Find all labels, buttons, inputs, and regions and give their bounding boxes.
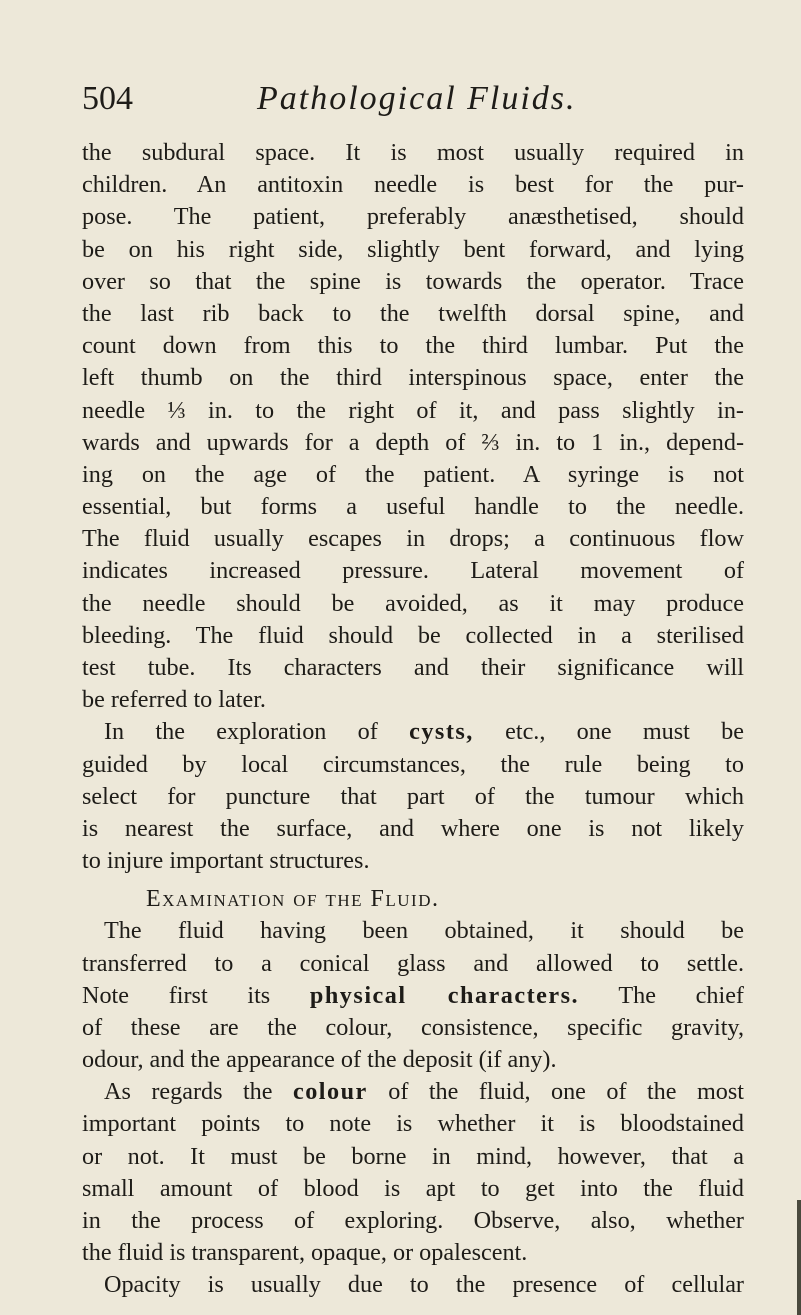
text-line: the needle should be avoided, as it may produce: [82, 589, 744, 617]
page-edge-shadow: [797, 1200, 801, 1315]
text-line: bleeding. The fluid should be collected in a sterilised: [82, 621, 744, 649]
text-line: indicates increased pressure. Lateral movement of: [82, 557, 744, 585]
paragraph-start: The fluid having been obtained, it should be: [104, 917, 744, 945]
paragraph-start: [82, 1076, 744, 1108]
text-line: the subdural space. It is most usually required in: [82, 139, 744, 166]
text-run: etc., one must be: [473, 718, 744, 746]
bold-term-physical-characters: physical characters.: [309, 981, 580, 1009]
text-line: of these are the colour, consistence, specific gravity,: [82, 1013, 744, 1041]
text-line: be referred to later.: [82, 686, 266, 714]
text-line: is nearest the surface, and where one is not likely: [82, 814, 744, 842]
text-line: small amount of blood is apt to get into the fluid: [82, 1174, 744, 1202]
page-header: [82, 80, 742, 126]
text-run: In the exploration of: [104, 718, 410, 746]
text-run: The chief: [579, 981, 744, 1009]
text-line: in the process of exploring. Observe, also, whether: [82, 1207, 744, 1234]
text-line: pose. The patient, preferably anæsthetised, should: [82, 203, 744, 231]
text-line: The fluid usually escapes in drops; a continuous flow: [82, 525, 744, 553]
text-line: guided by local circumstances, the rule being to: [82, 750, 744, 778]
paragraph-start: [82, 716, 744, 748]
text-line: the last rib back to the twelfth dorsal spine, and: [82, 299, 744, 327]
text-line: needle ⅓ in. to the right of it, and pass slightly in-: [82, 396, 744, 424]
text-run: Note first its: [82, 981, 310, 1009]
text-line: important points to note is whether it is bloodstained: [82, 1110, 744, 1138]
text-run: of the fluid, one of the most: [367, 1078, 744, 1106]
bold-term-cysts: cysts,: [409, 718, 474, 746]
text-line: test tube. Its characters and their significance will: [82, 654, 744, 681]
text-line: transferred to a conical glass and allowed to settle.: [82, 949, 744, 977]
text-line: the fluid is transparent, opaque, or opalescent.: [82, 1239, 528, 1267]
text-line: wards and upwards for a depth of ⅔ in. to 1 in., depend-: [82, 428, 744, 456]
section-heading: Examination of the Fluid.: [146, 886, 440, 913]
text-line: essential, but forms a useful handle to the needle.: [82, 493, 744, 521]
text-line: [82, 980, 744, 1012]
text-line: left thumb on the third interspinous space, enter the: [82, 364, 744, 392]
text-line: Opacity is usually due to the presence of cellular: [104, 1271, 744, 1299]
body-text: [82, 137, 744, 1302]
text-line: or not. It must be borne in mind, however, that a: [82, 1142, 744, 1170]
running-title: Pathological Fluids.: [257, 80, 577, 117]
text-line: odour, and the appearance of the deposit (if any).: [82, 1046, 557, 1074]
text-line: count down from this to the third lumbar. Put the: [82, 332, 744, 360]
text-line: select for puncture that part of the tumour which: [82, 782, 744, 810]
bold-term-colour: colour: [292, 1078, 368, 1106]
text-line: over so that the spine is towards the operator. Trace: [82, 267, 744, 295]
text-line: to injure important structures.: [82, 847, 370, 875]
page-number: 504: [82, 80, 133, 117]
text-run: As regards the: [104, 1078, 293, 1106]
text-line: be on his right side, slightly bent forward, and lying: [82, 235, 744, 263]
text-line: children. An antitoxin needle is best for the pur-: [82, 171, 744, 199]
text-line: ing on the age of the patient. A syringe is not: [82, 460, 744, 488]
